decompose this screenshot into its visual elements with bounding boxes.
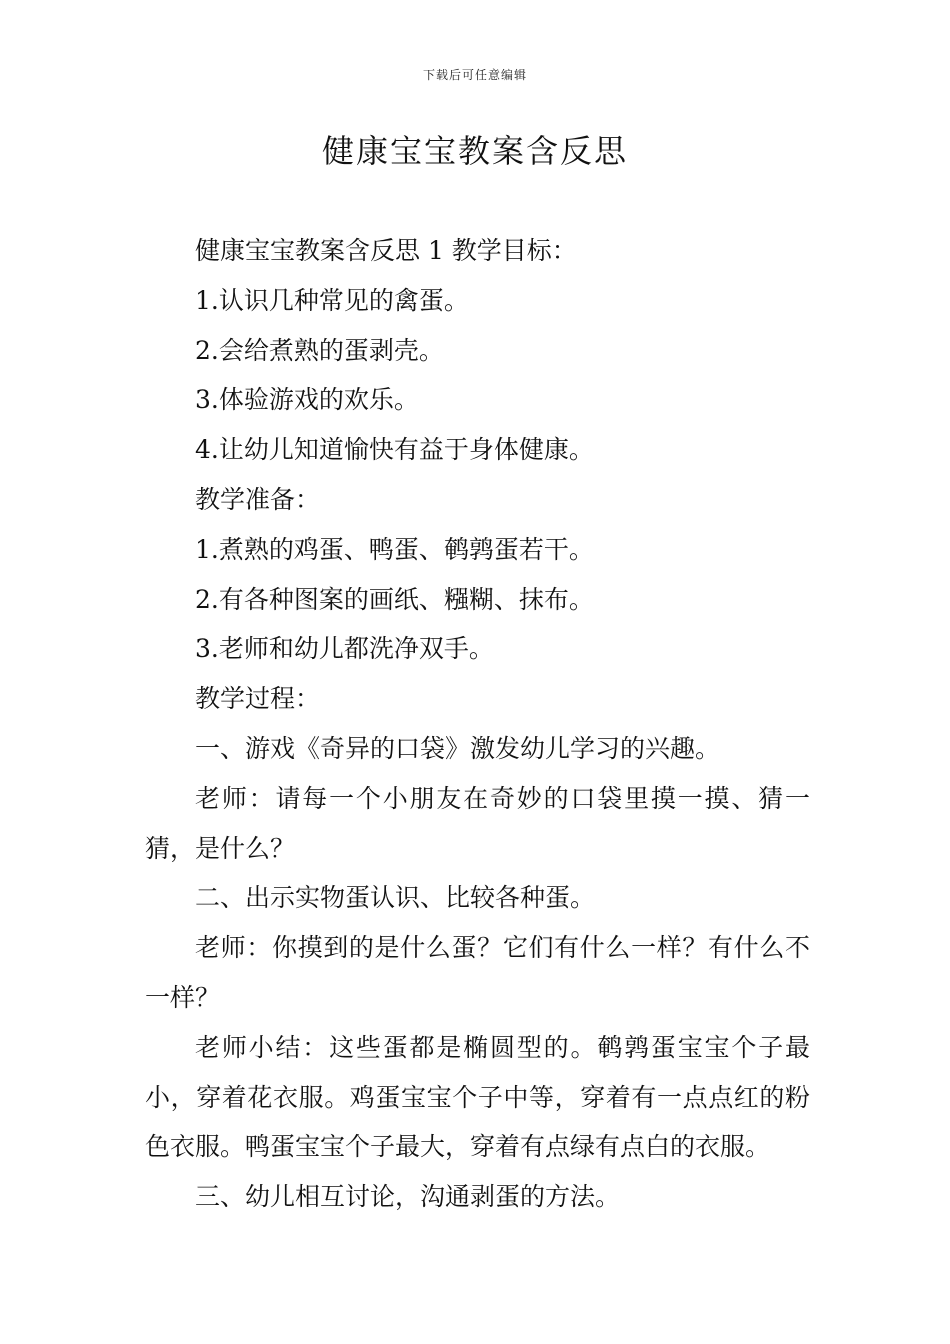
paragraph-process-heading: 教学过程： [195, 684, 321, 714]
paragraph-objective-2: 2.会给煮熟的蛋剥壳。 [195, 335, 444, 365]
paragraph-teacher-summary: 老师小结：这些蛋都是椭圆型的。鹌鹑蛋宝宝个子最小，穿着花衣服。鸡蛋宝宝个子中等，穿着有一点点红的粉色衣服。鸭蛋宝宝个子最大，穿着有点绿有点白的衣服。 [145, 1032, 810, 1162]
paragraph-preparation-2: 2.有各种图案的画纸、糨糊、抹布。 [195, 584, 594, 614]
paragraph-process-step-2: 二、出示实物蛋认识、比较各种蛋。 [195, 883, 596, 913]
paragraph-objective-1: 1.认识几种常见的禽蛋。 [195, 285, 469, 315]
paragraph-preparation-1: 1.煮熟的鸡蛋、鸭蛋、鹌鹑蛋若干。 [195, 534, 594, 564]
paragraph-process-step-3: 三、幼儿相互讨论，沟通剥蛋的方法。 [195, 1182, 621, 1212]
paragraph-teacher-prompt-1: 老师：请每一个小朋友在奇妙的口袋里摸一摸、猜一猜，是什么？ [145, 783, 810, 863]
paragraph-process-step-1: 一、游戏《奇异的口袋》激发幼儿学习的兴趣。 [195, 733, 721, 763]
paragraph-preparation-3: 3.老师和幼儿都洗净双手。 [195, 634, 494, 664]
document-title: 健康宝宝教案含反思 [321, 132, 628, 170]
paragraph-teacher-prompt-2: 老师：你摸到的是什么蛋？它们有什么一样？有什么不一样？ [145, 933, 810, 1012]
document-body [145, 226, 810, 1222]
paragraph-preparation-heading: 教学准备： [195, 484, 321, 514]
paragraph-objective-4: 4.让幼儿知道愉快有益于身体健康。 [195, 435, 594, 465]
paragraph-objective-3: 3.体验游戏的欢乐。 [195, 385, 419, 415]
header-note: 下载后可任意编辑 [422, 68, 527, 82]
paragraph-objectives-heading: 健康宝宝教案含反思 1 教学目标： [195, 236, 577, 265]
